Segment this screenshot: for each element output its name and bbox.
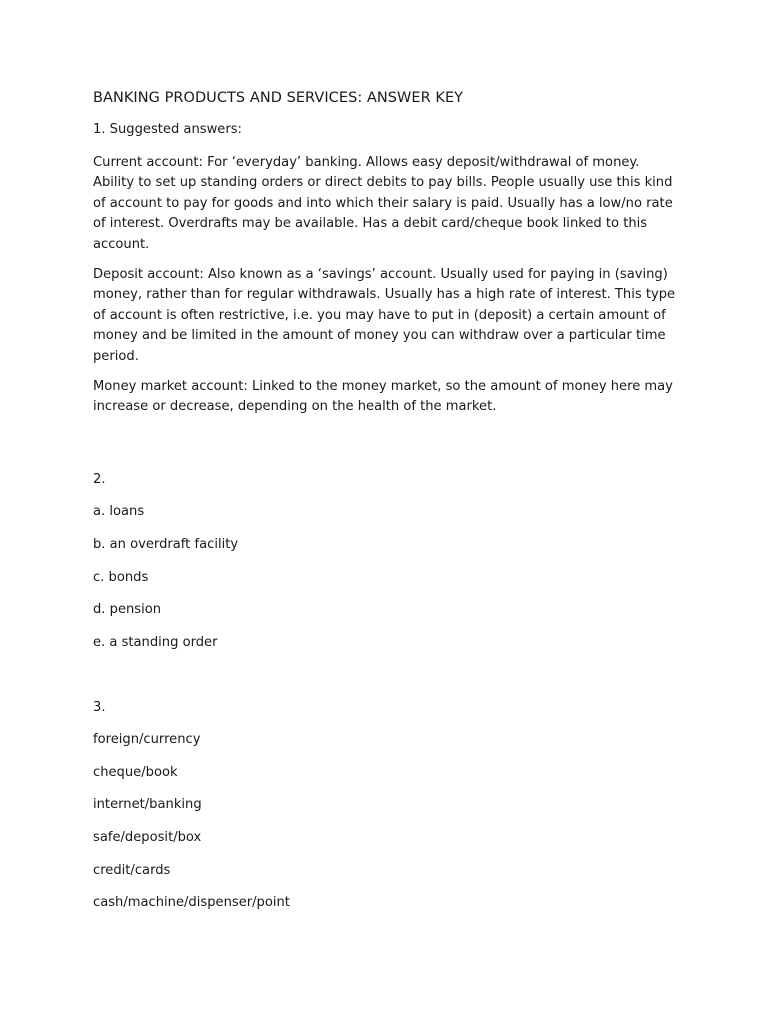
document-body [93, 88, 683, 913]
current-account-paragraph: Current account: For ‘everyday’ banking. Allows easy deposit/withdrawal of money. Ability to set up standing orders or direct debits to pay bills. People usually use this kind of account to pay for goods and into which their salary is paid. Usually has a low/no rate of interest. Overdrafts may be available. Has a debit card/cheque book linked to this account. [93, 154, 673, 252]
q2-item-b: b. an overdraft facility [93, 536, 239, 552]
spacer [93, 426, 683, 470]
q3-heading: 3. [93, 699, 106, 715]
q3-item-3: internet/banking [93, 797, 202, 813]
document-title: BANKING PRODUCTS AND SERVICES: ANSWER KEY [93, 90, 464, 106]
deposit-account-paragraph: Deposit account: Also known as a ‘savings’ account. Usually used for paying in (saving) money, rather than for regular withdrawals. Usually has a high rate of interest. This type of account is often restrictive, i.e. you may have to put in (deposit) a certain amount of money and be limited in the amount of money you can withdraw over a particular time period. [93, 266, 676, 364]
spacer [93, 653, 683, 698]
q3-item-1: foreign/currency [93, 732, 201, 748]
q1-heading: 1. Suggested answers: [93, 122, 242, 137]
q3-item-6: cash/machine/dispenser/point [93, 895, 290, 911]
q2-item-a: a. loans [93, 504, 145, 520]
q3-item-2: cheque/book [93, 764, 178, 780]
q2-heading: 2. [93, 471, 106, 487]
q2-item-e: e. a standing order [93, 634, 218, 650]
q3-item-5: credit/cards [93, 862, 171, 878]
money-market-paragraph: Money market account: Linked to the money market, so the amount of money here may increase or decrease, depending on the health of the market. [93, 378, 673, 415]
q3-item-4: safe/deposit/box [93, 830, 202, 846]
q2-item-d: d. pension [93, 602, 162, 618]
q2-item-c: c. bonds [93, 569, 149, 585]
